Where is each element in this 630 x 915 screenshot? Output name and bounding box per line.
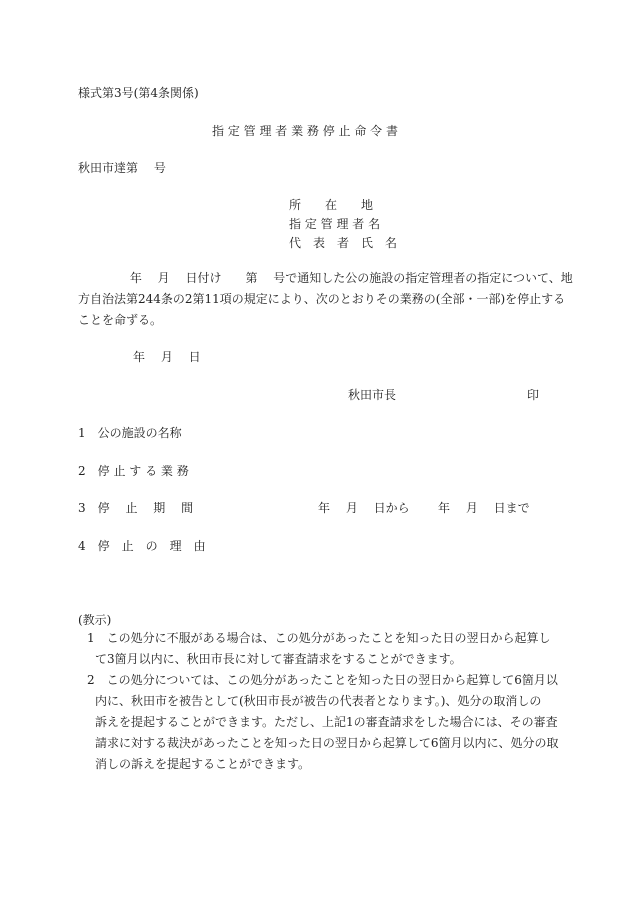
notice-item-2 <box>87 670 559 775</box>
seal-mark: 印 <box>527 388 540 402</box>
manager-name-label: 指 定 管 理 者 名 <box>289 217 381 231</box>
issuer-name: 秋田市長 <box>348 388 397 402</box>
notice-1-line-2: て3箇月以内に、秋田市長に対して審査請求をすることができます。 <box>95 652 462 666</box>
notice-2-line-1: 2 この処分については、この処分があったことを知った日の翌日から起算して6箇月以 <box>87 673 558 687</box>
period-to: 年 月 日まで <box>438 501 530 515</box>
notice-heading: (教示) <box>78 613 112 627</box>
period-from: 年 月 日から <box>318 501 410 515</box>
notice-item-1 <box>87 628 551 670</box>
body-line-3: ことを命ずる。 <box>78 313 163 327</box>
representative-label: 代 表 者 氏 名 <box>289 236 398 250</box>
body-line-1: 年 月 日付け 第 号で通知した公の施設の指定管理者の指定について、地 <box>78 271 573 285</box>
item-facility-name: 1 公の施設の名称 <box>78 426 182 440</box>
notice-1-line-1: 1 この処分に不服がある場合は、この処分があったことを知った日の翌日から起算し <box>87 631 551 645</box>
notice-2-line-3: 訴えを提起することができます。ただし、上記1の審査請求をした場合には、その審査 <box>95 715 558 729</box>
address-label: 所 在 地 <box>289 198 374 212</box>
body-text <box>78 268 573 331</box>
notice-2-line-4: 請求に対する裁決があったことを知った日の翌日から起算して6箇月以内に、処分の取 <box>95 736 559 750</box>
body-line-2: 方自治法第244条の2第11項の規定により、次のとおりその業務の(全部・一部)を停止する <box>78 292 566 306</box>
notice-2-line-5: 消しの訴えを提起することができます。 <box>95 757 311 771</box>
form-number: 様式第3号(第4条関係) <box>78 86 199 100</box>
document-number: 秋田市達第 号 <box>78 161 166 175</box>
item-suspension-reason: 4 停 止 の 理 由 <box>78 539 206 553</box>
issue-date: 年 月 日 <box>133 350 201 364</box>
item-suspension-period: 3 停 止 期 間 <box>78 501 194 515</box>
item-suspended-business: 2 停 止 す る 業 務 <box>78 464 189 478</box>
document-title: 指 定 管 理 者 業 務 停 止 命 令 書 <box>212 124 398 138</box>
notice-2-line-2: 内に、秋田市を被告として(秋田市長が被告の代表者となります。)、処分の取消しの <box>95 694 542 708</box>
